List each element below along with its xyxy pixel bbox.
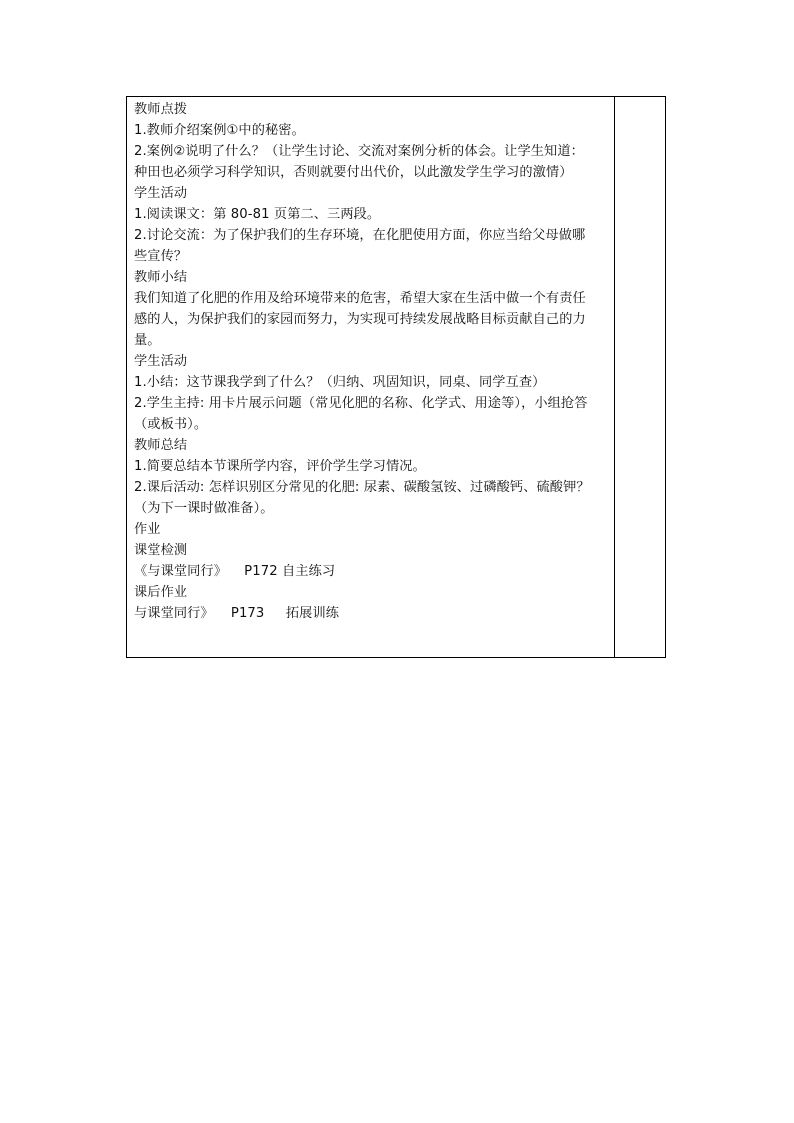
heading-teacher-summary: 教师小结 (134, 270, 188, 285)
text-line: 1.教师介绍案例①中的秘密。 (134, 123, 305, 138)
notes-cell (615, 97, 665, 657)
text-line: 与课堂同行》 P173 拓展训练 (134, 606, 340, 621)
text-line: 《与课堂同行》 P172 自主练习 (134, 564, 336, 579)
heading-homework: 作业 (134, 522, 161, 537)
heading-after-class: 课后作业 (134, 585, 188, 600)
text-line: 1.简要总结本节课所学内容，评价学生学习情况。 (134, 459, 426, 474)
heading-student-activity: 学生活动 (134, 186, 188, 201)
heading-teacher-conclusion: 教师总结 (134, 438, 188, 453)
text-line: 2.课后活动: 怎样识别区分常见的化肥: 尿素、碳酸氢铵、过磷酸钙、硫酸钾？ (134, 480, 590, 495)
text-line: 1.小结：这节课我学到了什么？（归纳、巩固知识，同桌、同学互查） (134, 375, 546, 390)
text-line: （或板书）。 (134, 417, 208, 432)
text-line: 量。 (134, 333, 161, 348)
heading-student-activity-2: 学生活动 (134, 354, 188, 369)
text-line: 2.学生主持: 用卡片展示问题（常见化肥的名称、化学式、用途等），小组抢答 (134, 396, 588, 411)
text-line: （为下一课时做准备）。 (134, 501, 274, 516)
text-line: 些宣传？ (134, 249, 188, 264)
text-line: 种田也必须学习科学知识，否则就要付出代价，以此激发学生学习的激情） (134, 165, 573, 180)
heading-class-check: 课堂检测 (134, 543, 188, 558)
text-line: 2.讨论交流：为了保护我们的生存环境，在化肥使用方面，你应当给父母做哪 (134, 228, 586, 243)
text-line: 我们知道了化肥的作用及给环境带来的危害，希望大家在生活中做一个有责任 (134, 291, 586, 306)
text-line: 1.阅读课文：第 80-81 页第二、三两段。 (134, 207, 381, 222)
text-line: 2.案例②说明了什么？（让学生讨论、交流对案例分析的体会。让学生知道： (134, 144, 584, 159)
lesson-content-cell (134, 99, 610, 624)
lesson-plan-table (126, 96, 666, 658)
heading-teacher-guidance: 教师点拨 (134, 102, 188, 117)
text-line: 感的人，为保护我们的家园而努力，为实现可持续发展战略目标贡献自己的力 (134, 312, 586, 327)
